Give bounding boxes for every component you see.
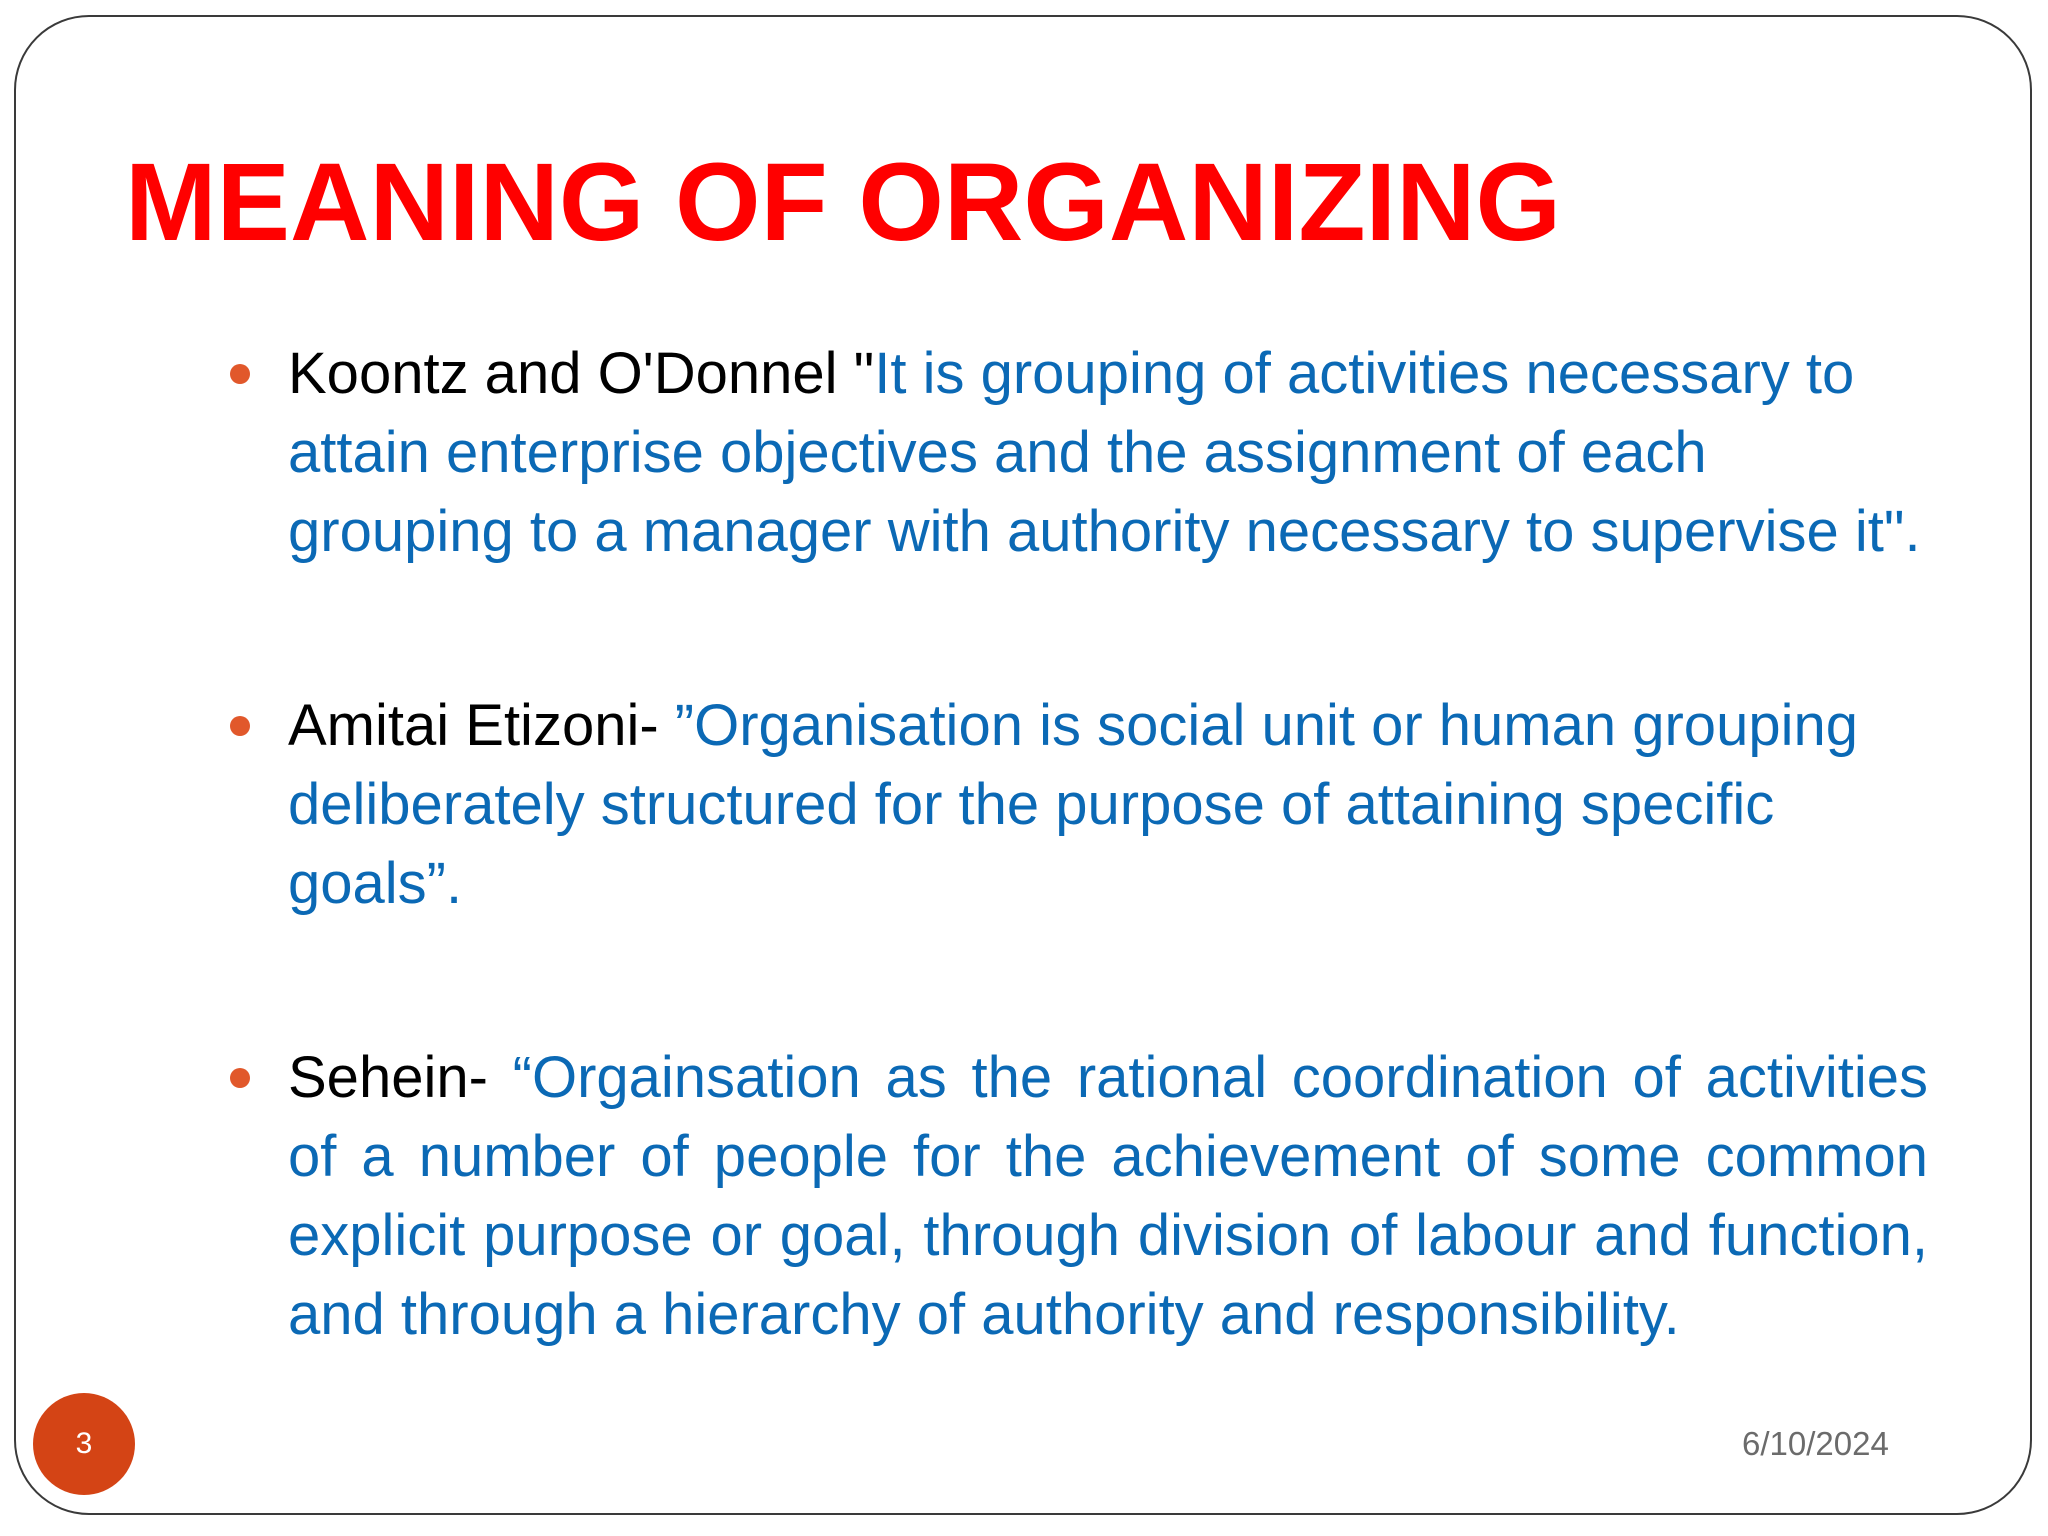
bullet-quote: “Orgainsation as the rational coordination of activities of a number of people for the achievement of some common explicit purpose or goal, through division of labour and function, and through a hierarchy of authority and responsibility.	[288, 1045, 1928, 1347]
definition-list	[228, 334, 1928, 1354]
slide-title: MEANING OF ORGANIZING	[125, 141, 1562, 264]
definition-koontz-odonnel	[228, 334, 1928, 571]
definition-sehein	[228, 1038, 1928, 1354]
bullet-dot-icon	[230, 716, 250, 736]
bullet-author: Sehein-	[288, 1045, 513, 1110]
slide-date: 6/10/2024	[1742, 1425, 1889, 1462]
bullet-author: Amitai Etizoni-	[288, 693, 675, 758]
definition-amitai-etizoni	[228, 686, 1928, 923]
slide-number-badge: 3	[33, 1393, 135, 1495]
bullet-quote: ”Organisation is social unit or human grouping deliberately structured for the purpose of attaining specific goals”.	[288, 693, 1858, 916]
bullet-dot-icon	[230, 1068, 250, 1088]
bullet-quote: It is grouping of activities necessary to attain enterprise objectives and the assignment of each grouping to a manager with authority necessary to supervise it".	[288, 341, 1921, 564]
bullet-dot-icon	[230, 364, 250, 384]
bullet-author: Koontz and O'Donnel "	[288, 341, 875, 406]
